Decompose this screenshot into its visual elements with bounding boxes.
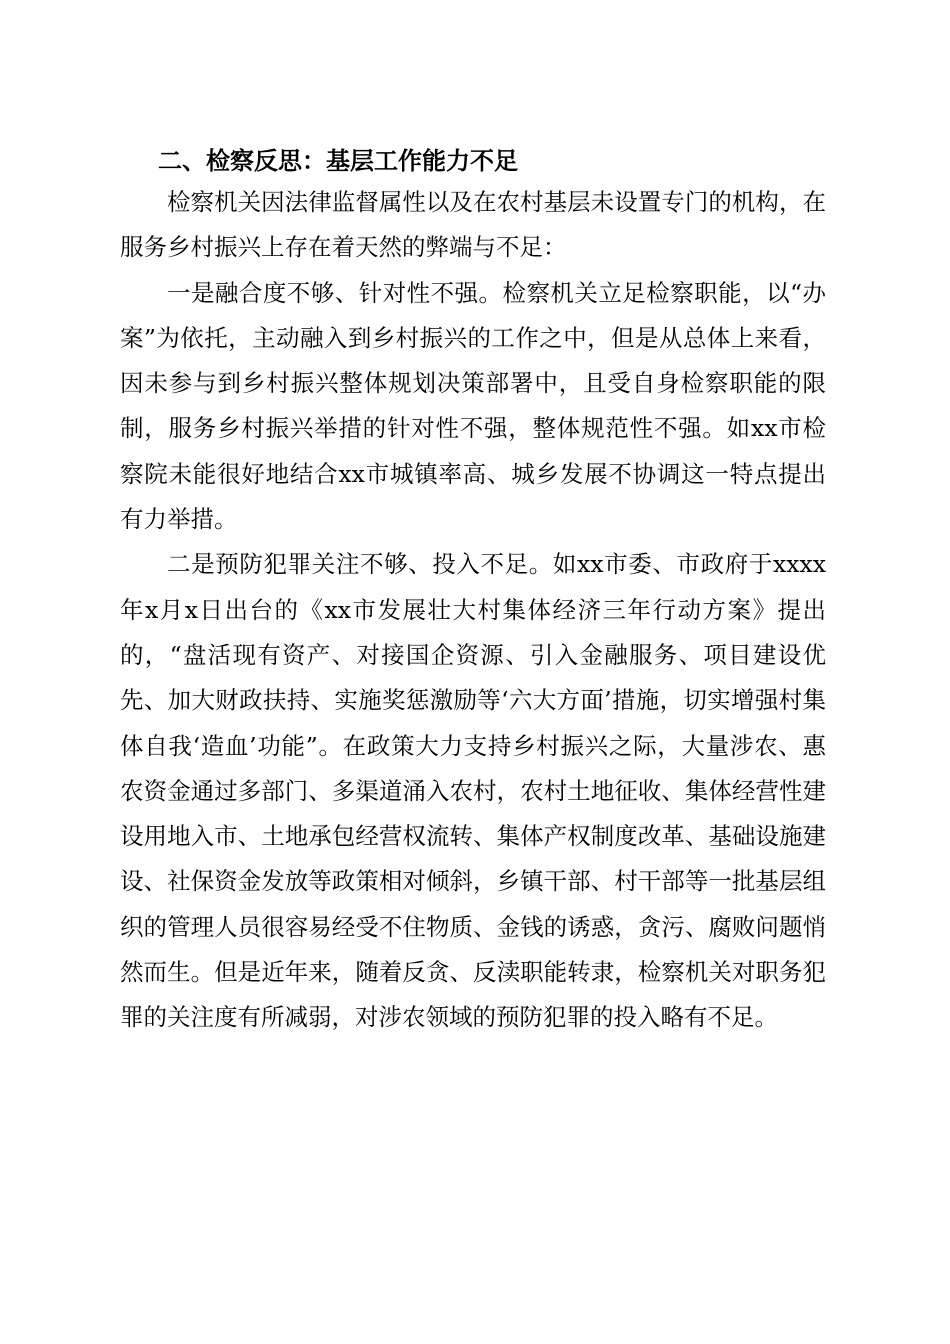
section-heading: 二、检察反思：基层工作能力不足 — [158, 147, 518, 175]
point-two-lead: 二是预防犯罪关注不够、投入不足。 — [167, 550, 553, 579]
point-two-body: 如xx市委、市政府于xxxx年x月x日出台的《xx市发展壮大村集体经济三年行动方案》提出的，“盘活现有资产、对接国企资源、引入金融服务、项目建设优先、加大财政扶持、实施奖惩激励等‘六大方面’措施，切实增强村集体自我‘造血’功能”。在政策大力支持乡村振兴之际，大量涉农、惠农资金通过多部门、多渠道涌入农村，农村土地征收、集体经营性建设用地入市、土地承包经营权流转、集体产权制度改革、基础设施建设、社保资金发放等政策相对倾斜，乡镇干部、村干部等一批基层组织的管理人员很容易经受不住物质、金钱的诱惑，贪污、腐败问题悄然而生。但是近年来，随着反贪、反渎职能转隶，检察机关对职务犯罪的关注度有所减弱，对涉农领域的预防犯罪的投入略有不足。 — [120, 550, 826, 1032]
document-body — [120, 142, 826, 1041]
point-one-body: 检察机关立足检察职能，以“办案”为依托，主动融入到乡村振兴的工作之中，但是从总体上来看，因未参与到乡村振兴整体规划决策部署中，且受自身检察职能的限制，服务乡村振兴举措的针对性不强，整体规范性不强。如xx市检察院未能很好地结合xx市城镇率高、城乡发展不协调这一特点提出有力举措。 — [120, 278, 827, 534]
point-one-lead: 一是融合度不够、针对性不强。 — [167, 278, 503, 307]
point-two-paragraph — [120, 542, 826, 1040]
point-one-paragraph — [120, 271, 826, 543]
intro-paragraph: 检察机关因法律监督属性以及在农村基层未设置专门的机构，在服务乡村振兴上存在着天然的弊端与不足： — [120, 188, 826, 262]
